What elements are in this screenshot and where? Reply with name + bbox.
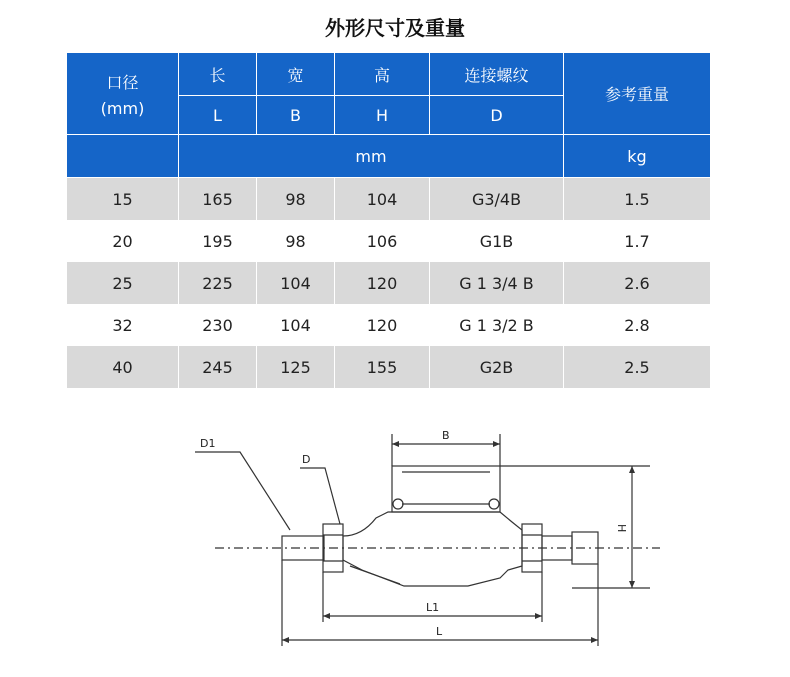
diameter-label: 口径 — [106, 72, 139, 92]
height-symbol: H — [335, 96, 430, 135]
height-header: 高 — [335, 53, 430, 96]
table-unit-row — [67, 135, 711, 178]
right-screw — [489, 499, 499, 509]
width-symbol: B — [257, 96, 335, 135]
label-l1: L1 — [426, 601, 440, 614]
cell-thread: G 1 3/4 B — [430, 262, 564, 304]
cell-weight: 2.6 — [564, 262, 711, 304]
water-meter-drawing — [0, 400, 790, 677]
cell-length: 225 — [179, 262, 257, 304]
arrow — [591, 637, 598, 643]
meter-body — [343, 512, 522, 586]
cell-height: 104 — [335, 178, 430, 221]
cell-thread: G3/4B — [430, 178, 564, 221]
cell-width: 98 — [257, 220, 335, 262]
diameter-header — [67, 53, 179, 135]
diameter-unit-cell — [67, 135, 179, 178]
cell-dn: 15 — [67, 178, 179, 221]
cell-width: 98 — [257, 178, 335, 221]
label-h: H — [615, 524, 628, 533]
table-header-row — [67, 53, 711, 96]
cell-weight: 2.5 — [564, 346, 711, 388]
cell-thread: G 1 3/2 B — [430, 304, 564, 346]
cell-height: 106 — [335, 220, 430, 262]
left-screw — [393, 499, 403, 509]
label-b: B — [442, 429, 450, 442]
cell-dn: 40 — [67, 346, 179, 388]
d1-leader — [195, 452, 290, 530]
arrow — [392, 441, 399, 447]
page-title: 外形尺寸及重量 — [325, 16, 465, 40]
label-d: D — [302, 453, 311, 466]
cell-length: 230 — [179, 304, 257, 346]
cell-width: 125 — [257, 346, 335, 388]
dimensions-table — [66, 52, 711, 388]
cell-dn: 32 — [67, 304, 179, 346]
arrow — [323, 613, 330, 619]
cell-width: 104 — [257, 304, 335, 346]
dimension-unit: mm — [179, 135, 564, 178]
cell-height: 120 — [335, 304, 430, 346]
cell-thread: G1B — [430, 220, 564, 262]
label-l: L — [436, 625, 443, 638]
arrow — [493, 441, 500, 447]
cell-length: 165 — [179, 178, 257, 221]
cell-dn: 20 — [67, 220, 179, 262]
arrow — [629, 581, 635, 588]
thread-symbol: D — [430, 96, 564, 135]
table-row — [67, 304, 711, 346]
cell-weight: 1.7 — [564, 220, 711, 262]
weight-unit: kg — [564, 135, 711, 178]
table-row — [67, 346, 711, 388]
cell-thread: G2B — [430, 346, 564, 388]
register-housing — [392, 466, 500, 512]
arrow — [282, 637, 289, 643]
table-row — [67, 178, 711, 221]
cell-weight: 1.5 — [564, 178, 711, 221]
cell-length: 245 — [179, 346, 257, 388]
cell-width: 104 — [257, 262, 335, 304]
arrow — [629, 466, 635, 473]
table-row — [67, 220, 711, 262]
length-header: 长 — [179, 53, 257, 96]
table-row — [67, 262, 711, 304]
thread-header: 连接螺纹 — [430, 53, 564, 96]
d-leader — [300, 468, 340, 524]
weight-header: 参考重量 — [564, 53, 711, 135]
diameter-unit: (mm) — [100, 98, 145, 118]
cell-dn: 25 — [67, 262, 179, 304]
cell-weight: 2.8 — [564, 304, 711, 346]
body-contour — [350, 566, 400, 584]
cell-height: 120 — [335, 262, 430, 304]
cell-height: 155 — [335, 346, 430, 388]
cell-length: 195 — [179, 220, 257, 262]
arrow — [535, 613, 542, 619]
label-d1: D1 — [200, 437, 216, 450]
width-header: 宽 — [257, 53, 335, 96]
length-symbol: L — [179, 96, 257, 135]
